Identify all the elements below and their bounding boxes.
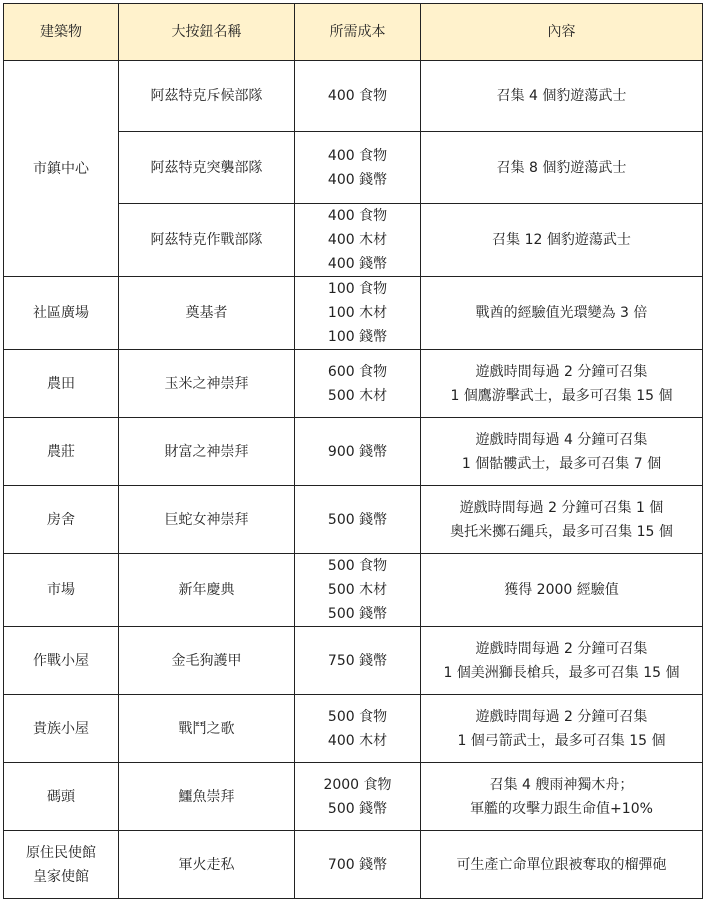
table-row (4, 486, 703, 554)
header-building: 建築物 (4, 4, 119, 61)
building-cell: 碼頭 (4, 763, 119, 831)
table-row (4, 350, 703, 418)
table-row (4, 418, 703, 486)
cost-cell: 400 食物 400 木材 400 錢幣 (295, 204, 421, 277)
building-cell: 貴族小屋 (4, 695, 119, 763)
button-name-cell: 新年慶典 (119, 554, 295, 627)
content-cell: 遊戲時間每過 2 分鐘可召集 1 個鷹游擊武士，最多可召集 15 個 (421, 350, 703, 418)
table-row (4, 277, 703, 350)
content-cell: 可生產亡命單位跟被奪取的榴彈砲 (421, 831, 703, 899)
cost-cell: 400 食物 (295, 61, 421, 132)
button-name-cell: 巨蛇女神崇拜 (119, 486, 295, 554)
building-cell: 原住民使館 皇家使館 (4, 831, 119, 899)
button-name-cell: 軍火走私 (119, 831, 295, 899)
header-row (4, 4, 703, 61)
cost-cell: 500 錢幣 (295, 486, 421, 554)
button-name-cell: 戰鬥之歌 (119, 695, 295, 763)
building-cell: 農莊 (4, 418, 119, 486)
cost-cell: 700 錢幣 (295, 831, 421, 899)
cost-cell: 2000 食物 500 錢幣 (295, 763, 421, 831)
table-row (4, 763, 703, 831)
content-cell: 召集 4 個豹遊蕩武士 (421, 61, 703, 132)
button-name-cell: 金毛狗護甲 (119, 627, 295, 695)
content-cell: 遊戲時間每過 4 分鐘可召集 1 個骷髏武士，最多可召集 7 個 (421, 418, 703, 486)
button-name-cell: 財富之神崇拜 (119, 418, 295, 486)
header-cost: 所需成本 (295, 4, 421, 61)
button-name-cell: 阿茲特克斥候部隊 (119, 61, 295, 132)
header-button-name: 大按鈕名稱 (119, 4, 295, 61)
table-row (4, 627, 703, 695)
header-content: 內容 (421, 4, 703, 61)
table-row (4, 831, 703, 899)
button-name-cell: 玉米之神崇拜 (119, 350, 295, 418)
table-row (4, 554, 703, 627)
building-cell: 房舍 (4, 486, 119, 554)
cost-cell: 500 食物 500 木材 500 錢幣 (295, 554, 421, 627)
cost-cell: 400 食物 400 錢幣 (295, 132, 421, 204)
content-cell: 召集 8 個豹遊蕩武士 (421, 132, 703, 204)
content-cell: 遊戲時間每過 2 分鐘可召集 1 個美洲獅長槍兵，最多可召集 15 個 (421, 627, 703, 695)
building-cell: 社區廣場 (4, 277, 119, 350)
button-name-cell: 阿茲特克突襲部隊 (119, 132, 295, 204)
content-cell: 召集 12 個豹遊蕩武士 (421, 204, 703, 277)
building-cell: 農田 (4, 350, 119, 418)
content-cell: 獲得 2000 經驗值 (421, 554, 703, 627)
content-cell: 遊戲時間每過 2 分鐘可召集 1 個弓箭武士，最多可召集 15 個 (421, 695, 703, 763)
content-cell: 遊戲時間每過 2 分鐘可召集 1 個 奧托米擲石繩兵，最多可召集 15 個 (421, 486, 703, 554)
cost-cell: 100 食物 100 木材 100 錢幣 (295, 277, 421, 350)
cost-cell: 750 錢幣 (295, 627, 421, 695)
cost-cell: 500 食物 400 木材 (295, 695, 421, 763)
table-row (4, 695, 703, 763)
button-name-cell: 阿茲特克作戰部隊 (119, 204, 295, 277)
civilization-buttons-table (3, 3, 703, 899)
cost-cell: 900 錢幣 (295, 418, 421, 486)
content-cell: 召集 4 艘雨神獨木舟； 軍艦的攻擊力跟生命值+10% (421, 763, 703, 831)
cost-cell: 600 食物 500 木材 (295, 350, 421, 418)
content-cell: 戰酋的經驗值光環變為 3 倍 (421, 277, 703, 350)
table-row (4, 61, 703, 132)
button-name-cell: 奠基者 (119, 277, 295, 350)
building-cell: 市場 (4, 554, 119, 627)
building-cell: 作戰小屋 (4, 627, 119, 695)
button-name-cell: 鱷魚崇拜 (119, 763, 295, 831)
building-cell: 市鎮中心 (4, 61, 119, 277)
